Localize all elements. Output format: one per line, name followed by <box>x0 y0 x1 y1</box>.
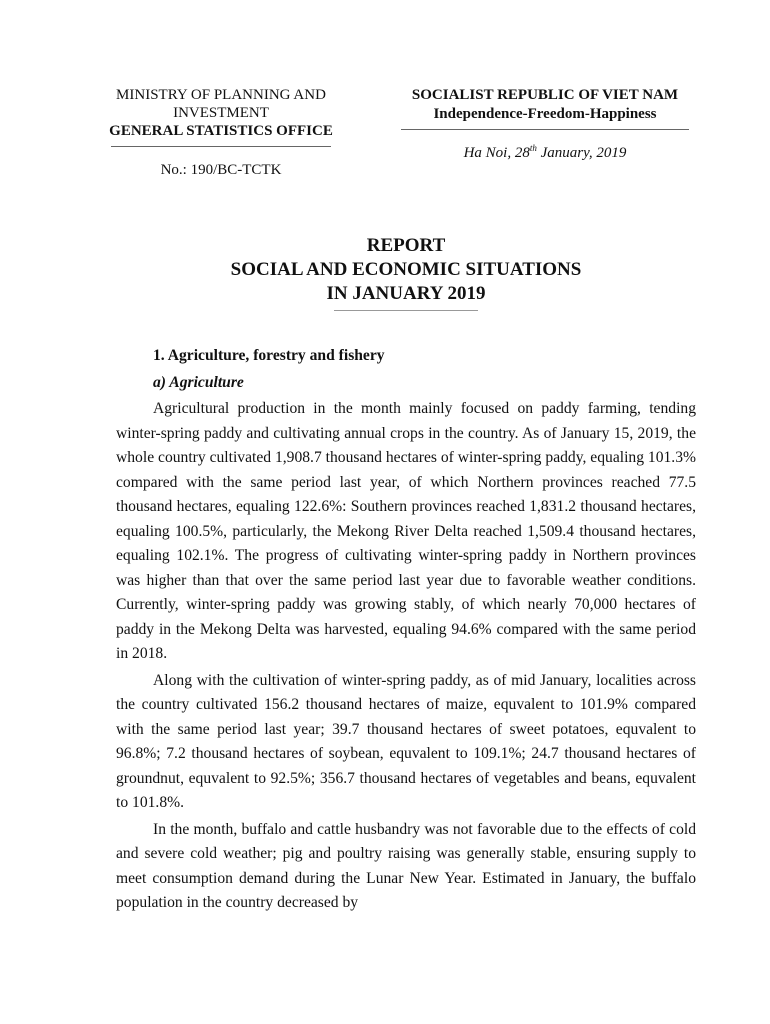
ministry-name-line1: MINISTRY OF PLANNING AND <box>116 87 326 103</box>
title-underline <box>334 310 478 311</box>
national-header-block <box>378 86 712 163</box>
issue-date <box>378 144 712 163</box>
issuing-agency-block <box>100 86 342 179</box>
body-paragraph: Agricultural production in the month mainly focused on paddy farming, tending winter-spring paddy and cultivating annual crops in the country. As of January 15, 2019, the whole country cultivated 1,908.7 thousand hectares of winter-spring paddy, equaling 101.3% compared with the same period last year, of which Northern provinces reached 77.5 thousand hectares, equaling 122.6%: Southern provinces reached 1,831.2 thousand hectares, equaling 100.5%, particularly, the Mekong River Delta reached 1,509.4 thousand hectares, equaling 102.1%. The progress of cultivating winter-spring paddy in Northern provinces was higher than that over the same period last year due to favorable weather conditions. Currently, winter-spring paddy was growing stably, of which nearly 70,000 hectares of paddy in the Mekong Delta was harvested, equaling 94.6% compared with the same period in 2018. <box>116 400 696 662</box>
agency-divider <box>111 146 331 147</box>
national-motto: Independence-Freedom-Happiness <box>433 106 657 122</box>
section-heading: 1. Agriculture, forestry and fishery <box>153 347 385 364</box>
date-rest: January, 2019 <box>536 145 627 161</box>
title-line-1: REPORT <box>366 235 446 256</box>
date-ordinal-suffix: th <box>529 143 537 153</box>
motto-divider <box>401 129 689 130</box>
document-number: No.: 190/BC-TCTK <box>160 162 282 178</box>
republic-name: SOCIALIST REPUBLIC OF VIET NAM <box>411 87 679 103</box>
report-title <box>100 234 712 311</box>
body-paragraph: In the month, buffalo and cattle husbandry was not favorable due to the effects of cold and severe cold weather; pig and poultry raising was generally stable, ensuring supply to meet consumption demand during the Lunar New Year. Estimated in January, the buffalo population in the country decreased by <box>116 820 696 911</box>
report-body <box>116 344 696 918</box>
title-line-2: SOCIAL AND ECONOMIC SITUATIONS <box>230 259 582 280</box>
body-paragraph: Along with the cultivation of winter-spring paddy, as of mid January, localities across the country cultivated 156.2 thousand hectares of maize, equvalent to 101.9% compared with the same period last year; 39.7 thousand hectares of sweet potatoes, equvalent to 96.8%; 7.2 thousand hectares of soybean, equvalent to 109.1%; 24.7 thousand hectares of groundnut, equvalent to 92.5%; 356.7 thousand hectares of vegetables and beans, equvalent to 101.8%. <box>116 671 696 811</box>
ministry-name-line2: INVESTMENT <box>173 105 269 121</box>
date-prefix: Ha Noi, 28 <box>463 145 530 161</box>
subsection-heading: a) Agriculture <box>153 373 244 391</box>
office-name: GENERAL STATISTICS OFFICE <box>109 123 333 139</box>
title-line-3: IN JANUARY 2019 <box>326 283 486 304</box>
